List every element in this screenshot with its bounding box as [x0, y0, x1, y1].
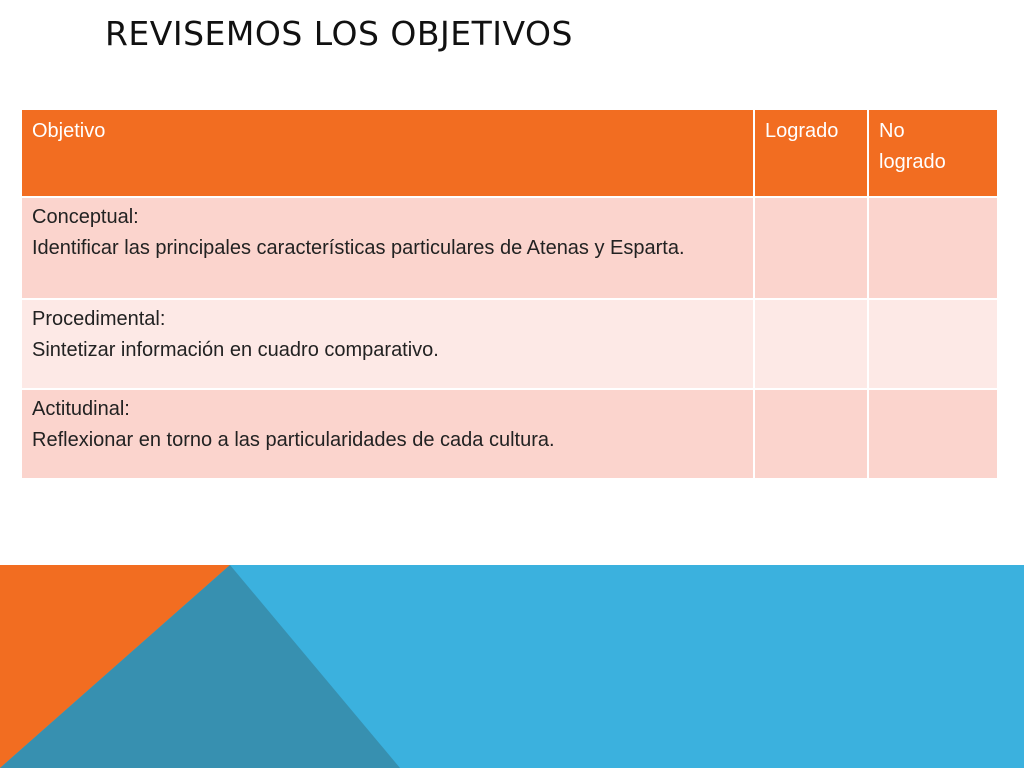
header-objective-label: Objetivo — [32, 120, 106, 142]
decorative-footer-shapes — [0, 565, 1024, 768]
not-achieved-cell — [868, 389, 998, 479]
header-objective — [21, 109, 754, 197]
objective-type: Actitudinal: — [32, 398, 130, 420]
objective-cell — [21, 299, 754, 389]
achieved-cell — [754, 197, 868, 299]
header-not-achieved-label-line2: logrado — [879, 151, 946, 173]
objective-cell — [21, 389, 754, 479]
objective-description: Identificar las principales características particulares de Atenas y Esparta. — [32, 237, 685, 259]
header-achieved-label: Logrado — [765, 120, 839, 142]
achieved-cell — [754, 389, 868, 479]
table-header-row — [21, 109, 998, 197]
slide-title: REVISEMOS LOS OBJETIVOS — [105, 14, 573, 53]
objectives-table — [20, 108, 999, 480]
objective-description: Sintetizar información en cuadro comparativo. — [32, 339, 439, 361]
table-row — [21, 299, 998, 389]
objective-type: Procedimental: — [32, 308, 166, 330]
table-row — [21, 389, 998, 479]
achieved-cell — [754, 299, 868, 389]
table-row — [21, 197, 998, 299]
objective-type: Conceptual: — [32, 206, 139, 228]
objective-cell — [21, 197, 754, 299]
objective-description: Reflexionar en torno a las particularidades de cada cultura. — [32, 429, 555, 451]
not-achieved-cell — [868, 299, 998, 389]
header-achieved — [754, 109, 868, 197]
header-not-achieved — [868, 109, 998, 197]
header-not-achieved-label-line1: No — [879, 120, 905, 142]
not-achieved-cell — [868, 197, 998, 299]
